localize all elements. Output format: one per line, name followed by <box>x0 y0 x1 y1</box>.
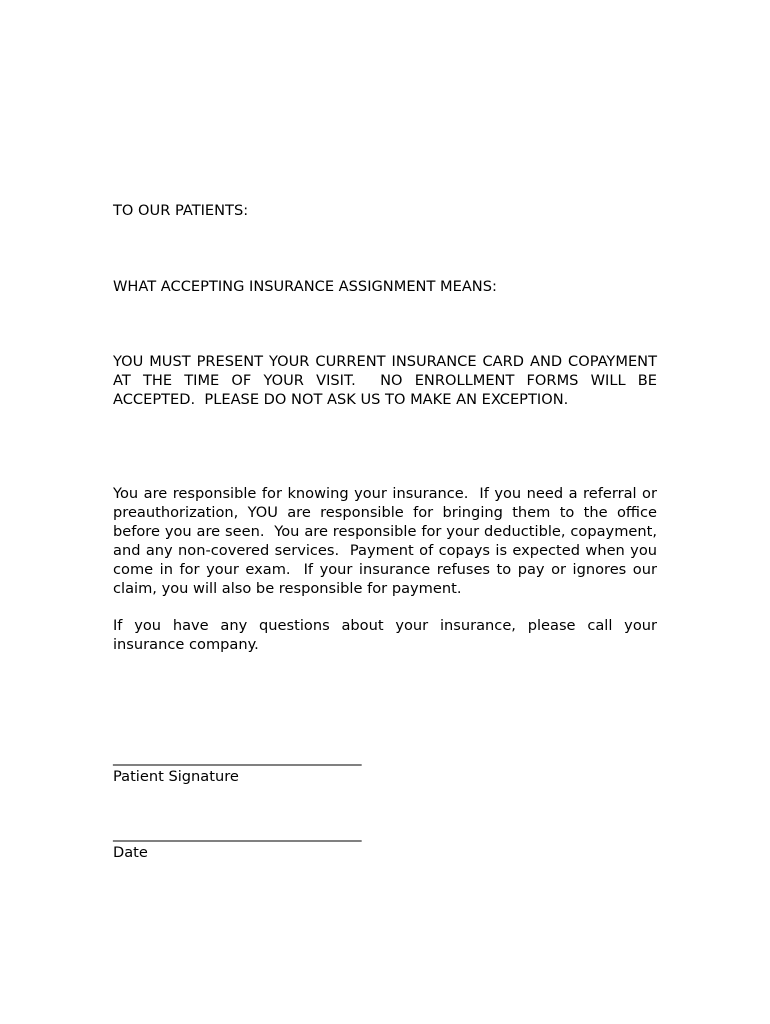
notice-paragraph: YOU MUST PRESENT YOUR CURRENT INSURANCE CARD AND COPAYMENT AT THE TIME OF YOUR VISIT. NO ENROLLMENT FORMS WILL BE ACCEPTED. PLEASE DO NOT ASK US TO MAKE AN EXCEPTION. <box>113 353 657 408</box>
signature-label: Patient Signature <box>113 768 239 785</box>
signature-line: ___________________________________ <box>113 749 362 766</box>
responsibility-paragraph: You are responsible for knowing your insurance. If you need a referral or preauthorization, YOU are responsible for bringing them to the office before you are seen. You are responsible for your deductible, copayment, and any non-covered services. Payment of copays is expected when you come in for your exam. If your insurance refuses to pay or ignores our claim, you will also be responsible for payment. <box>113 485 657 597</box>
questions-paragraph: If you have any questions about your insurance, please call your insurance company. <box>113 617 657 653</box>
section-heading: WHAT ACCEPTING INSURANCE ASSIGNMENT MEANS: <box>113 278 497 295</box>
date-line: ___________________________________ <box>113 825 362 842</box>
date-label: Date <box>113 844 148 861</box>
salutation: TO OUR PATIENTS: <box>113 202 249 219</box>
